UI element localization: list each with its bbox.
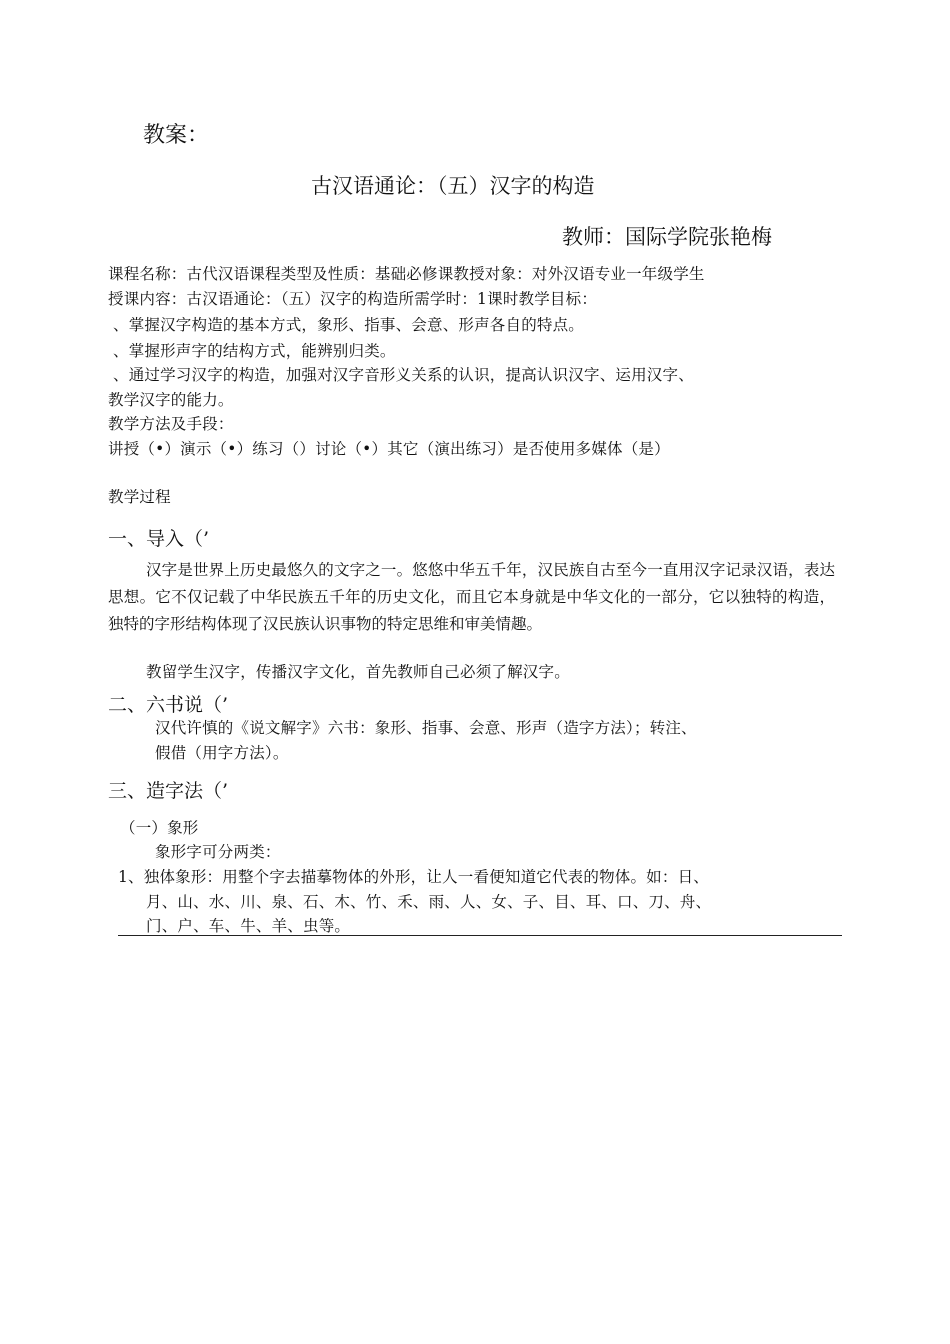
document-label: 教案：: [143, 123, 210, 148]
process-label: 教学过程: [108, 488, 171, 506]
goal-3-continued: 教学汉字的能力。: [108, 391, 234, 409]
section-zaozi-title: 三、造字法（’: [108, 780, 229, 802]
liushu-paragraph: 汉代许慎的《说文解字》六书：象形、指事、会意、形声（造字方法）；转注、: [155, 719, 697, 737]
subsection-xiangxing: （一）象形: [120, 819, 199, 837]
goal-3: 、通过学习汉字的构造，加强对汉字音形义关系的认识，提高认识汉字、运用汉字、: [113, 366, 694, 384]
intro-paragraph: 汉字是世界上历史最悠久的文字之一。悠悠中华五千年，汉民族自古至今一直用汉字记录汉语，表达思想。它不仅记载了中华民族五千年的历史文化，而且它本身就是中华文化的一部分，它以独特的构造，独特的字形结构体现了汉民族认识事物的特定思维和审美情趣。: [108, 561, 835, 633]
methods-label: 教学方法及手段：: [108, 415, 234, 433]
liushu-paragraph-continued: 假借（用字方法）。: [155, 744, 289, 762]
xiangxing-item-1-line-2: 月、山、水、川、泉、石、木、竹、禾、雨、人、女、子、目、耳、口、刀、舟、: [146, 893, 712, 911]
footer-rule: [118, 935, 842, 936]
course-info-line: 课程名称：古代汉语课程类型及性质：基础必修课教授对象：对外汉语专业一年级学生: [108, 265, 705, 283]
xiangxing-item-1: 1、独体象形：用整个字去描摹物体的外形，让人一看便知道它代表的物体。如：日、: [118, 868, 709, 886]
course-content-line: 授课内容：古汉语通论：（五）汉字的构造所需学时：1课时教学目标：: [108, 290, 598, 308]
methods-line: 讲授（•）演示（•）练习（）讨论（•）其它（演出练习）是否使用多媒体（是）: [108, 440, 670, 458]
intro-paragraph-2: 教留学生汉字，传播汉字文化，首先教师自己必须了解汉字。: [146, 663, 570, 681]
goal-1: 、掌握汉字构造的基本方式，象形、指事、会意、形声各自的特点。: [113, 316, 585, 334]
goal-2: 、掌握形声字的结构方式，能辨别归类。: [113, 342, 396, 360]
teacher-name: 教师：国际学院张艳梅: [562, 225, 772, 249]
section-intro-title: 一、导入（’: [108, 528, 210, 550]
document-title: 古汉语通论：（五）汉字的构造: [311, 174, 595, 198]
section-liushu-title: 二、六书说（’: [108, 694, 229, 716]
xiangxing-intro: 象形字可分两类：: [155, 843, 281, 861]
xiangxing-item-1-line-3: 门、户、车、牛、羊、虫等。: [146, 917, 351, 935]
